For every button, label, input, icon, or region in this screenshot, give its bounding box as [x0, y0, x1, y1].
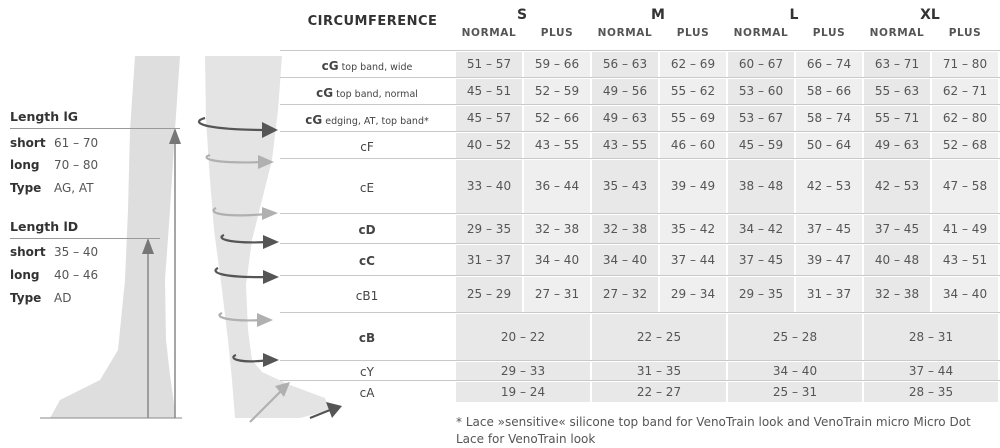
table-cell: 37 – 45: [728, 245, 794, 275]
table-cell: 27 – 32: [592, 277, 658, 312]
row-label-cb: [280, 313, 454, 362]
row-label-cb1: [280, 276, 454, 315]
table-cell: 53 – 67: [728, 106, 794, 131]
table-row: [280, 243, 1000, 276]
table-row: [280, 312, 1000, 361]
table-cell: 29 – 35: [728, 277, 794, 312]
table-cell: 36 – 44: [524, 160, 590, 213]
table-cell: 45 – 59: [728, 133, 794, 158]
row-code: cE: [359, 181, 375, 195]
size-header-s: S: [516, 7, 528, 23]
table-cell: 58 – 74: [796, 106, 862, 131]
table-cell: 25 – 29: [456, 277, 522, 312]
row-code: cG: [316, 86, 334, 100]
table-row: [280, 50, 1000, 78]
row-code: cB: [358, 331, 376, 345]
table-cell: 31 – 37: [456, 245, 522, 275]
length-g-short-row: [10, 136, 98, 150]
table-cell: 52 – 59: [524, 79, 590, 104]
length-d-long-label: long: [10, 268, 40, 282]
length-g-divider: [10, 128, 180, 129]
table-cell: 53 – 60: [728, 79, 794, 104]
footnote: * Lace »sensitive« silicone top band for VenoTrain look and VenoTrain micro Micro Dot Lace for VenoTrain look: [456, 415, 971, 446]
row-code: cG: [321, 59, 339, 73]
length-g-short-label: short: [10, 136, 46, 150]
length-d-title: Length lD: [10, 219, 79, 234]
table-cell: 59 – 66: [524, 52, 590, 77]
size-xl-plus-header: PLUS: [948, 27, 982, 39]
table-cell: 52 – 68: [932, 133, 998, 158]
length-d-long-row: [10, 268, 98, 282]
table-cell: 55 – 62: [660, 79, 726, 104]
row-code: cC: [359, 254, 375, 268]
table-row: [280, 131, 1000, 159]
row-label-cd: [280, 214, 454, 245]
length-d-short-value: 35 – 40: [54, 245, 99, 259]
row-desc: edging, AT, top band*: [322, 116, 429, 127]
table-cell: 41 – 49: [932, 215, 998, 243]
size-m-normal-header: NORMAL: [597, 27, 653, 39]
table-cell: 35 – 42: [660, 215, 726, 243]
table-cell: 34 – 40: [728, 362, 862, 380]
table-cell: 29 – 33: [456, 362, 590, 380]
table-cell: 62 – 80: [932, 106, 998, 131]
table-cell: 32 – 38: [864, 277, 930, 312]
table-cell: 27 – 31: [524, 277, 590, 312]
length-g-long-label: long: [10, 158, 40, 172]
table-cell: 39 – 47: [796, 245, 862, 275]
table-cell: 25 – 28: [728, 314, 862, 360]
table-cell: 33 – 40: [456, 160, 522, 213]
length-g-type-row: [10, 181, 94, 195]
length-g-long-row: [10, 158, 98, 172]
table-cell: 31 – 35: [592, 362, 726, 380]
length-g-title: Length lG: [10, 109, 79, 124]
table-cell: 19 – 24: [456, 382, 590, 402]
length-d-divider: [10, 238, 160, 239]
size-header-xl: XL: [920, 7, 940, 23]
table-row: [280, 380, 1000, 403]
table-cell: 38 – 48: [728, 160, 794, 213]
length-g-type-label: Type: [10, 181, 42, 195]
circumference-header: CIRCUMFERENCE: [307, 14, 438, 29]
length-d-type-row: [10, 291, 71, 305]
table-cell: 20 – 22: [456, 314, 590, 360]
table-cell: 34 – 40: [524, 245, 590, 275]
row-label-cf: [280, 132, 454, 161]
length-d-type-label: Type: [10, 291, 42, 305]
table-cell: 28 – 35: [864, 382, 998, 402]
row-desc: top band, normal: [333, 89, 418, 100]
table-cell: 25 – 31: [728, 382, 862, 402]
table-cell: 29 – 34: [660, 277, 726, 312]
length-g-long-value: 70 – 80: [54, 158, 99, 172]
size-l-plus-header: PLUS: [812, 27, 846, 39]
length-g-type-value: AG, AT: [54, 181, 94, 195]
table-row: [280, 213, 1000, 244]
table-cell: 45 – 51: [456, 79, 522, 104]
size-header-l: L: [789, 7, 799, 23]
table-cell: 40 – 48: [864, 245, 930, 275]
table-cell: 22 – 25: [592, 314, 726, 360]
size-xl-normal-header: NORMAL: [869, 27, 925, 39]
table-cell: 43 – 51: [932, 245, 998, 275]
table-cell: 62 – 71: [932, 79, 998, 104]
table-cell: 43 – 55: [592, 133, 658, 158]
table-cell: 60 – 67: [728, 52, 794, 77]
table-cell: 47 – 58: [932, 160, 998, 213]
table-cell: 46 – 60: [660, 133, 726, 158]
table-cell: 31 – 37: [796, 277, 862, 312]
table-cell: 55 – 71: [864, 106, 930, 131]
table-row: [280, 104, 1000, 132]
row-label-cc: [280, 244, 454, 277]
table-cell: 71 – 80: [932, 52, 998, 77]
table-row: [280, 77, 1000, 105]
table-cell: 34 – 40: [592, 245, 658, 275]
table-cell: 39 – 49: [660, 160, 726, 213]
table-cell: 49 – 63: [864, 133, 930, 158]
table-cell: 42 – 53: [796, 160, 862, 213]
table-cell: 37 – 45: [796, 215, 862, 243]
table-cell: 40 – 52: [456, 133, 522, 158]
table-cell: 35 – 43: [592, 160, 658, 213]
table-cell: 49 – 63: [592, 106, 658, 131]
size-m-plus-header: PLUS: [676, 27, 710, 39]
length-d-short-label: short: [10, 245, 46, 259]
table-cell: 55 – 63: [864, 79, 930, 104]
size-s-normal-header: NORMAL: [461, 27, 517, 39]
table-cell: 42 – 53: [864, 160, 930, 213]
table-row: [280, 360, 1000, 381]
table-cell: 34 – 42: [728, 215, 794, 243]
row-label-ca: [280, 381, 454, 404]
table-cell: 49 – 56: [592, 79, 658, 104]
length-g-short-value: 61 – 70: [54, 136, 99, 150]
length-d-short-row: [10, 245, 98, 259]
table-row: [280, 158, 1000, 214]
size-table: [280, 50, 1000, 404]
row-code: cD: [358, 223, 376, 237]
row-code: cG: [305, 113, 323, 127]
table-cell: 63 – 71: [864, 52, 930, 77]
table-cell: 50 – 64: [796, 133, 862, 158]
row-code: cF: [360, 140, 374, 154]
row-code: cY: [360, 365, 374, 379]
table-cell: 37 – 45: [864, 215, 930, 243]
size-header-m: M: [651, 7, 665, 23]
table-cell: 45 – 57: [456, 106, 522, 131]
table-cell: 32 – 38: [524, 215, 590, 243]
table-cell: 37 – 44: [660, 245, 726, 275]
table-cell: 62 – 69: [660, 52, 726, 77]
table-cell: 52 – 66: [524, 106, 590, 131]
row-desc: top band, wide: [338, 62, 413, 73]
length-d-type-value: AD: [54, 291, 72, 305]
table-row: [280, 275, 1000, 313]
table-cell: 66 – 74: [796, 52, 862, 77]
size-s-plus-header: PLUS: [540, 27, 574, 39]
table-cell: 34 – 40: [932, 277, 998, 312]
length-d-long-value: 40 – 46: [54, 268, 99, 282]
table-cell: 56 – 63: [592, 52, 658, 77]
table-cell: 22 – 27: [592, 382, 726, 402]
table-cell: 37 – 44: [864, 362, 998, 380]
table-cell: 28 – 31: [864, 314, 998, 360]
table-cell: 51 – 57: [456, 52, 522, 77]
size-l-normal-header: NORMAL: [733, 27, 789, 39]
row-label-ce: [280, 159, 454, 216]
table-cell: 29 – 35: [456, 215, 522, 243]
row-code: cB1: [355, 289, 379, 303]
row-label-cy: [280, 361, 454, 382]
table-cell: 58 – 66: [796, 79, 862, 104]
row-code: cA: [359, 386, 375, 400]
table-cell: 55 – 69: [660, 106, 726, 131]
table-cell: 43 – 55: [524, 133, 590, 158]
table-cell: 32 – 38: [592, 215, 658, 243]
